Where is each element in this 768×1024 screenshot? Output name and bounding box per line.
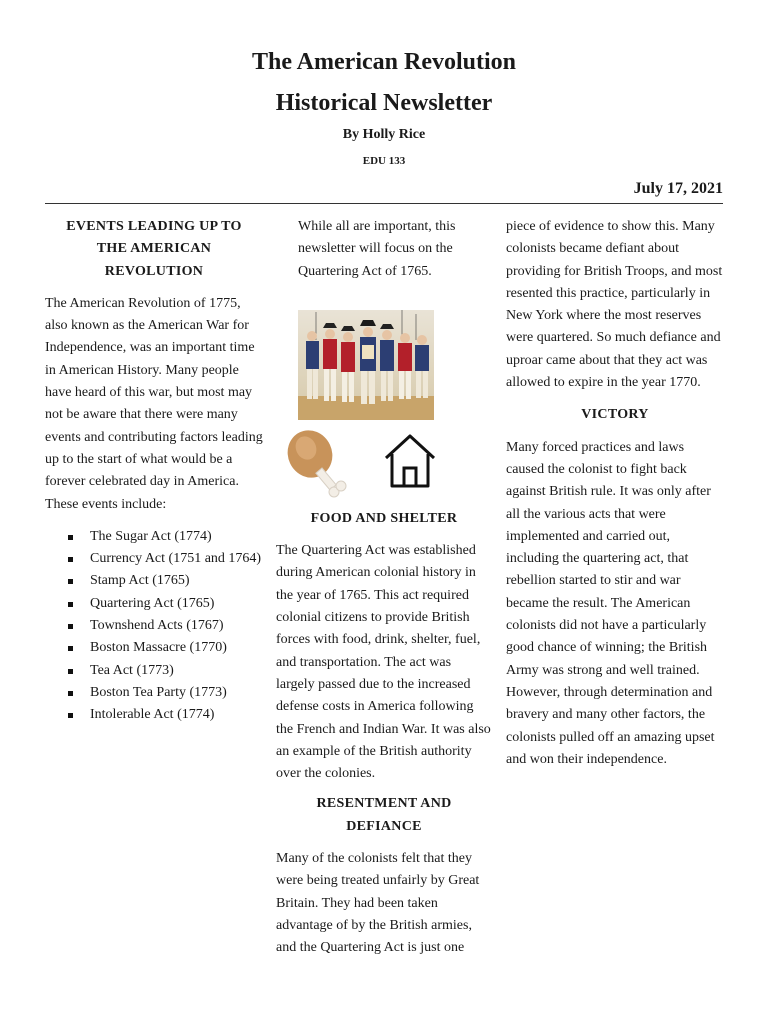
list-item: Townshend Acts (1767): [45, 615, 263, 637]
victory-paragraph: Many forced practices and laws caused the colonist to fight back against British rule. It was only after all the various acts that were implemented and carried out, including the quartering act, that rebellion started to stir and war became the result. The American colonists did not have a particularly good chance of winning; the British Army was strong and well trained. However, through determination and bravery and many other factors, the colonists pulled off an amazing upset and won their independence.: [506, 439, 715, 767]
resentment-continued-paragraph: piece of evidence to show this. Many colonists became defiant about providing for British Troops, and most resented this practice, particularly in New York where the most reserves were quartered. So much defiance and uproar came about that they act was allowed to expire in the year 1770.: [506, 219, 723, 391]
list-item: Intolerable Act (1774): [45, 704, 263, 726]
list-item: Boston Tea Party (1773): [45, 682, 263, 704]
byline: By Holly Rice: [342, 127, 426, 142]
events-heading: [45, 216, 263, 283]
resentment-heading-line: RESENTMENT AND: [316, 796, 452, 812]
food-shelter-icons: [276, 428, 492, 508]
food-shelter-paragraph: The Quartering Act was established during American colonial history in the year of 1765. This act required colonial citizens to provide British forces with food, drink, shelter, fuel, and transportation. The act was largely passed due to the increased defense costs in America following the French and Indian War. It was also an example of the British authority over the colonies.: [276, 543, 491, 782]
column-quartering-act: [276, 216, 492, 960]
header-divider: [45, 203, 723, 204]
list-item: Currency Act (1751 and 1764): [45, 548, 263, 570]
resentment-paragraph: Many of the colonists felt that they were being treated unfairly by Great Britain. They had been taken advantage of by the British armies, and the Quartering Act is just one: [276, 851, 480, 956]
focus-paragraph: While all are important, this newsletter will focus on the Quartering Act of 1765.: [298, 219, 456, 279]
title-line-2: Historical Newsletter: [275, 90, 493, 116]
food-shelter-heading: FOOD AND SHELTER: [310, 510, 458, 526]
resentment-heading: [276, 793, 492, 838]
column-victory: [506, 216, 724, 771]
list-item: Stamp Act (1765): [45, 570, 263, 592]
list-item: The Sugar Act (1774): [45, 526, 263, 548]
title-line-1: The American Revolution: [252, 49, 516, 75]
events-heading-line: REVOLUTION: [104, 263, 204, 279]
victory-heading: VICTORY: [581, 407, 649, 423]
issue-date: July 17, 2021: [633, 180, 723, 197]
column-events: [45, 216, 263, 727]
list-item: Boston Massacre (1770): [45, 637, 263, 659]
events-heading-line: THE AMERICAN: [96, 241, 212, 257]
course-code: EDU 133: [362, 155, 406, 167]
soldiers-painting: [298, 310, 434, 420]
resentment-heading-line: DEFIANCE: [346, 818, 422, 834]
house-icon: [382, 432, 438, 490]
events-intro-paragraph: The American Revolution of 1775, also known as the American War for Independence, was an important time in American History. Many people have heard of this war, but most may not be aware that there were many events and contributing factors leading up to the start of what would be a forever celebrated day in America. These events include:: [45, 295, 263, 512]
list-item: Quartering Act (1765): [45, 593, 263, 615]
events-list: [45, 526, 263, 727]
drumstick-icon: [284, 428, 348, 502]
events-heading-line: EVENTS LEADING UP TO: [66, 219, 242, 234]
list-item: Tea Act (1773): [45, 660, 263, 682]
